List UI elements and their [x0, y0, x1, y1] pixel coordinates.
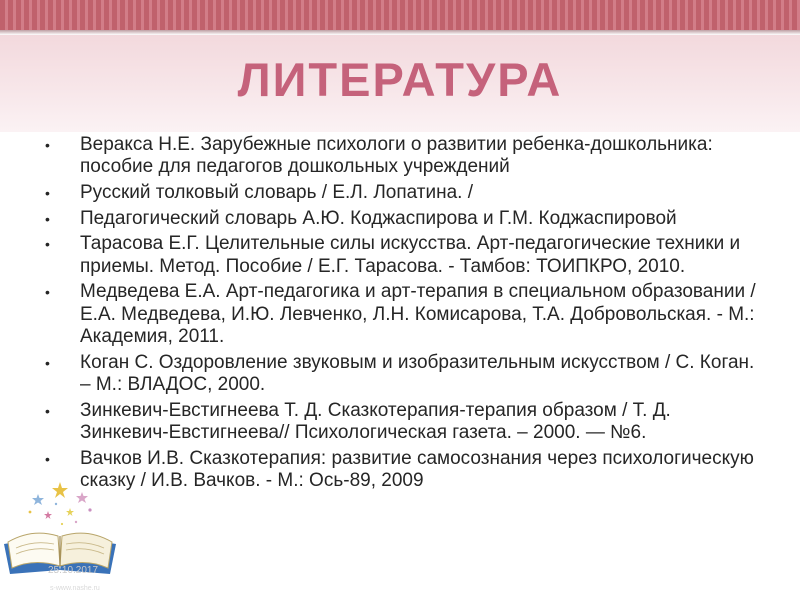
reference-text: Зинкевич-Евстигнеева Т. Д. Сказкотерапия-терапия образом / Т. Д. Зинкевич-Евстигнеева// Психологическая газета. – 2000. — №6.	[80, 399, 671, 443]
footer-date: 25.10.2017	[48, 565, 99, 576]
bullet-icon: •	[45, 210, 50, 227]
bullet-icon: •	[45, 184, 50, 201]
reference-item	[43, 400, 763, 445]
reference-item	[43, 281, 763, 348]
bullet-icon: •	[45, 402, 50, 419]
open-book-icon	[0, 478, 118, 578]
reference-item	[43, 208, 763, 230]
reference-list	[43, 134, 763, 496]
slide-title: ЛИТЕРАТУРА	[237, 53, 563, 106]
reference-text: Педагогический словарь А.Ю. Коджаспирова и Г.М. Коджаспировой	[80, 207, 677, 229]
bullet-icon: •	[45, 137, 50, 153]
reference-item	[43, 182, 763, 204]
reference-item	[43, 448, 763, 493]
bullet-icon: •	[45, 284, 50, 301]
reference-text: Русский толковый словарь / Е.Л. Лопатина. /	[80, 181, 474, 203]
bullet-icon: •	[45, 450, 50, 467]
reference-item	[43, 134, 763, 179]
reference-text: Медведева Е.А. Арт-педагогика и арт-терапия в специальном образовании / Е.А. Медведева, И.Ю. Левченко, Л.Н. Комисарова, Т.А. Добровольская. - М.: Академия, 2011.	[80, 281, 756, 347]
bullet-icon: •	[45, 236, 50, 253]
top-decorative-band	[0, 0, 800, 30]
reference-text: Вачков И.В. Сказкотерапия: развитие самосознания через психологическую сказку / И.В. Вачков. - М.: Ось-89, 2009	[80, 447, 754, 491]
sparkle-stars	[29, 482, 92, 525]
reference-item	[43, 233, 763, 278]
reference-item	[43, 352, 763, 397]
reference-text: Коган С. Оздоровление звуковым и изобразительным искусством / С. Коган. – М.: ВЛАДОС, 2000.	[80, 351, 755, 395]
footer-site-watermark: s-www.nashe.ru	[50, 585, 100, 592]
reference-text: Веракса Н.Е. Зарубежные психологи о развитии ребенка-дошкольника: пособие для педагогов дошкольных учреждений	[80, 134, 713, 178]
reference-text: Тарасова Е.Г. Целительные силы искусства. Арт-педагогические техники и приемы. Метод. Пособие / Е.Г. Тарасова. - Тамбов: ТОИПКРО, 2010.	[80, 233, 741, 277]
bullet-icon: •	[45, 354, 50, 371]
